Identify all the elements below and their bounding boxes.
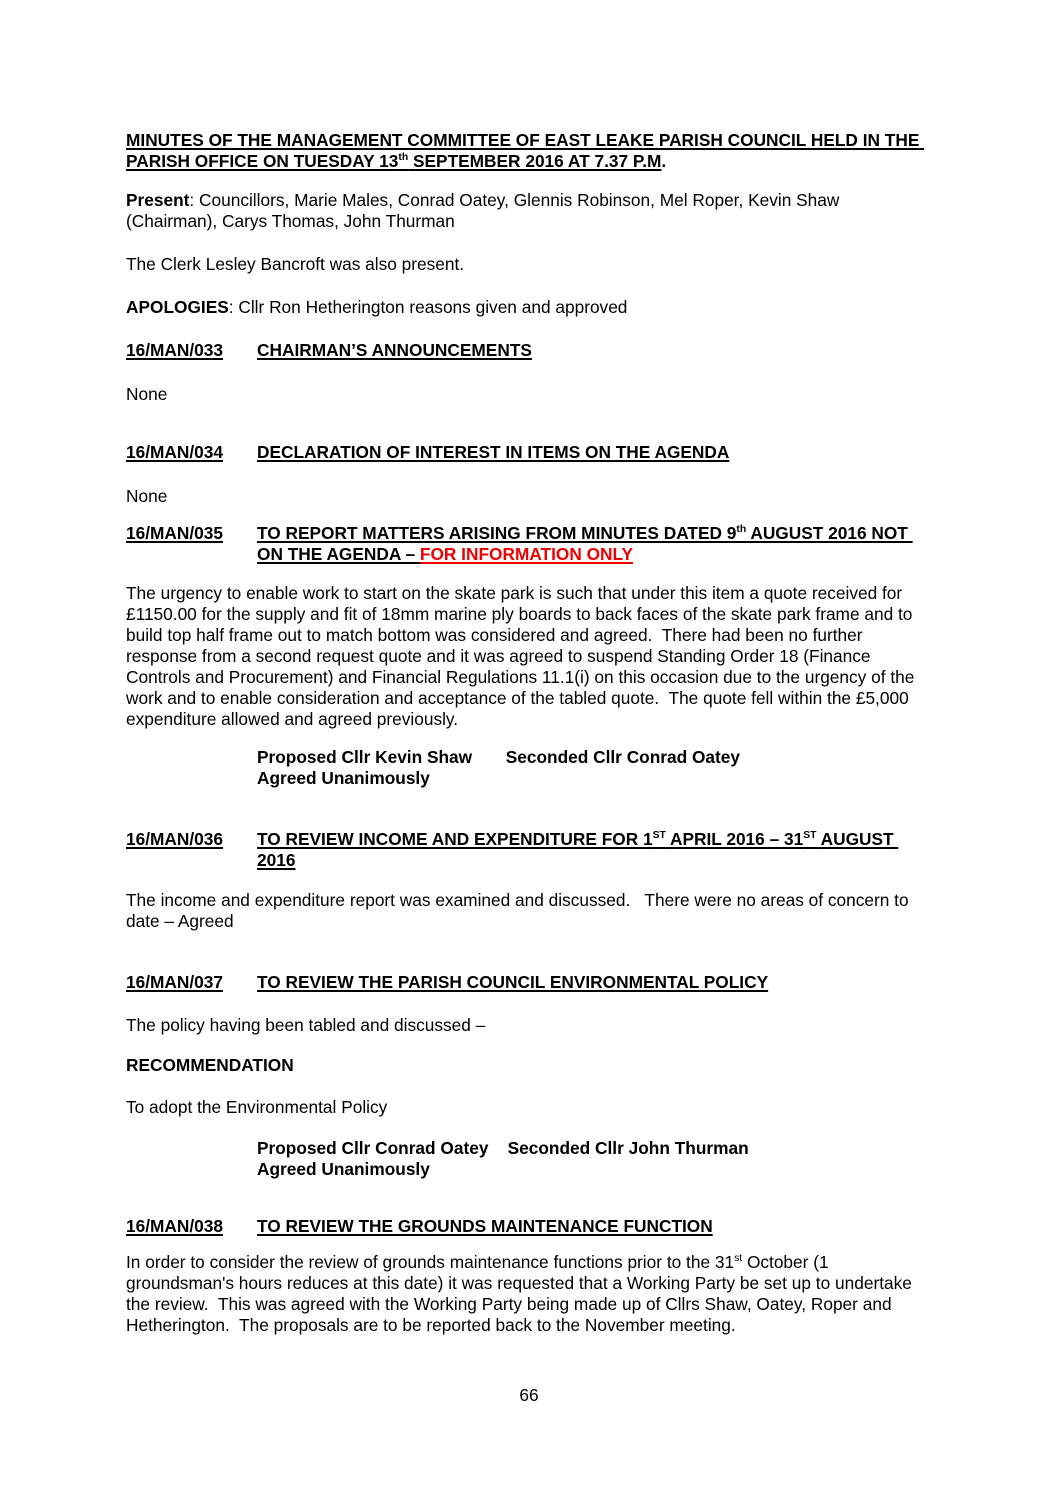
item-037-ref: 16/MAN/037: [126, 972, 224, 992]
item-035-agreed-line: Agreed Unanimously: [257, 768, 430, 788]
item-16-man-038: [126, 1216, 932, 1237]
item-038-body-text-after: October (1 groundsman's hours reduces at this date) it was requested that a Working Party be set up to undertake the review. This was agreed with the Working Party being made up of Cllrs Shaw, Oatey, Roper and Hetherington. The proposals are to be reported back to the November meeting.: [126, 1252, 917, 1335]
item-035-heading-text: TO REPORT MATTERS ARISING FROM MINUTES DATED 9: [257, 523, 737, 543]
item-036-body: The income and expenditure report was examined and discussed. There were no areas of concern to date – Agreed: [126, 890, 914, 931]
item-16-man-034: [126, 442, 932, 463]
item-037-proposed-line: Proposed Cllr Conrad Oatey Seconded Cllr John Thurman: [257, 1138, 749, 1158]
item-036-heading-text-after: AUGUST 2016: [257, 829, 899, 870]
item-036-ref: 16/MAN/036: [126, 829, 224, 849]
item-036-ordinal-superscript-1: ST: [652, 830, 666, 842]
item-034-heading-text: DECLARATION OF INTEREST IN ITEMS ON THE AGENDA: [257, 442, 730, 462]
item-035-ordinal-superscript: th: [736, 524, 747, 536]
title-ordinal-superscript: th: [398, 152, 409, 164]
item-037-heading: [257, 972, 932, 993]
title-text-after: SEPTEMBER 2016 AT 7.37 P.M: [408, 151, 662, 171]
item-036-heading-text-mid: APRIL 2016 – 31: [665, 829, 804, 849]
item-038-heading-text: TO REVIEW THE GROUNDS MAINTENANCE FUNCTION: [257, 1216, 713, 1236]
apologies-line: [126, 297, 932, 318]
item-038-body-text: In order to consider the review of grounds maintenance functions prior to the 31: [126, 1252, 735, 1272]
item-033-ref: 16/MAN/033: [126, 340, 224, 360]
item-037-heading-text: TO REVIEW THE PARISH COUNCIL ENVIRONMENTAL POLICY: [257, 972, 769, 992]
item-036-heading-text-wrap: [257, 829, 898, 870]
item-038-ordinal-superscript: st: [734, 1253, 743, 1265]
item-16-man-037: [126, 972, 932, 993]
item-035-heading-red-text: FOR INFORMATION ONLY: [419, 544, 634, 564]
item-037-resolution: [257, 1138, 932, 1180]
item-036-ordinal-superscript-2: ST: [803, 830, 817, 842]
item-036-heading-text: TO REVIEW INCOME AND EXPENDITURE FOR 1: [257, 829, 653, 849]
present-text: : Councillors, Marie Males, Conrad Oatey, Glennis Robinson, Mel Roper, Kevin Shaw (Chairman), Carys Thomas, John Thurman: [126, 190, 845, 231]
item-034-ref: 16/MAN/034: [126, 442, 224, 462]
recommendation-heading: RECOMMENDATION: [126, 1055, 294, 1075]
item-033-body: None: [126, 384, 168, 404]
item-16-man-033: [126, 340, 932, 361]
item-038-heading: [257, 1216, 932, 1237]
item-034-body: None: [126, 486, 168, 506]
item-035-proposed-line: Proposed Cllr Kevin Shaw Seconded Cllr Conrad Oatey: [257, 747, 741, 767]
item-035-ref: 16/MAN/035: [126, 523, 224, 543]
title-underlined-text: [126, 130, 924, 171]
item-036-heading: [257, 829, 932, 871]
present-label: Present: [126, 190, 190, 210]
item-037-body: The policy having been tabled and discussed –: [126, 1015, 486, 1035]
item-035-body: The urgency to enable work to start on the skate park is such that under this item a quote received for £1150.00 for the supply and fit of 18mm marine ply boards to back faces of the skate park frame and to build top half frame out to match bottom was considered and agreed. There had been no further response from a second request quote and it was agreed to suspend Standing Order 18 (Finance Controls and Procurement) and Financial Regulations 11.1(i) on this occasion due to the urgency of the work and to enable consideration and acceptance of the tabled quote. The quote fell within the £5,000 expenditure allowed and agreed previously.: [126, 583, 920, 729]
apologies-text: : Cllr Ron Hetherington reasons given and approved: [228, 297, 628, 317]
document-title: [126, 130, 932, 172]
item-035-resolution: [257, 747, 932, 789]
title-text: MINUTES OF THE MANAGEMENT COMMITTEE OF EAST LEAKE PARISH COUNCIL HELD IN THE PARISH OFFICE ON TUESDAY 13: [126, 130, 925, 171]
item-038-ref: 16/MAN/038: [126, 1216, 224, 1236]
item-038-body: [126, 1252, 932, 1336]
clerk-line: The Clerk Lesley Bancroft was also present.: [126, 254, 465, 274]
item-035-heading: [257, 523, 932, 565]
apologies-label: APOLOGIES: [126, 297, 229, 317]
title-trailing-period: .: [661, 151, 667, 171]
item-16-man-036: [126, 829, 932, 871]
item-034-heading: [257, 442, 932, 463]
item-035-heading-text-after: AUGUST 2016 NOT ON THE AGENDA –: [257, 523, 913, 564]
item-033-heading-text: CHAIRMAN’S ANNOUNCEMENTS: [257, 340, 532, 360]
item-033-heading: [257, 340, 932, 361]
page-number: 66: [519, 1385, 539, 1405]
item-037-agreed-line: Agreed Unanimously: [257, 1159, 430, 1179]
present-line: [126, 190, 932, 232]
item-16-man-035: [126, 523, 932, 565]
recommendation-body: To adopt the Environmental Policy: [126, 1097, 388, 1117]
